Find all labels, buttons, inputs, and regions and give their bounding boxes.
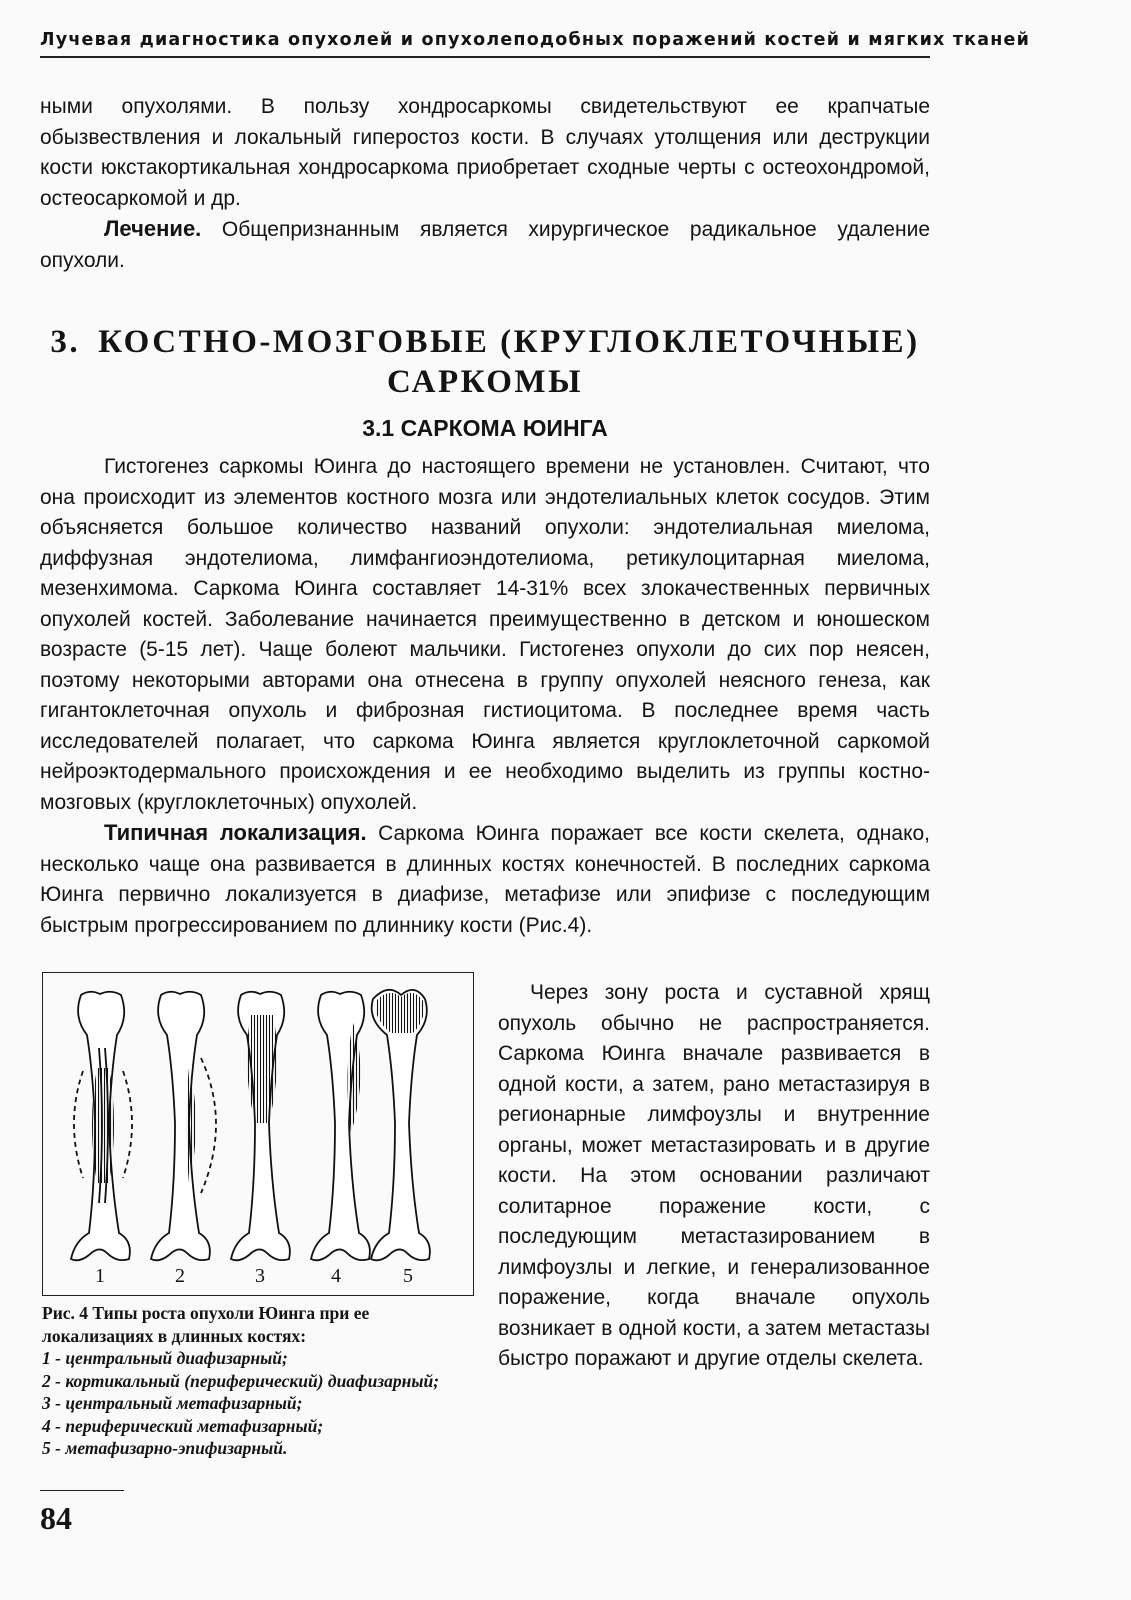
treatment-paragraph — [40, 214, 930, 276]
chapter-title: КОСТНО-МОЗГОВЫЕ (КРУГЛОКЛЕТОЧНЫЕ) САРКОМЫ — [98, 324, 920, 400]
page-number: 84 — [40, 1500, 72, 1536]
bone-number-2: 2 — [175, 1265, 185, 1287]
bone-number-5: 5 — [403, 1265, 413, 1287]
localization-paragraph — [40, 818, 930, 941]
bone-5 — [371, 990, 430, 1260]
bone-2 — [151, 992, 216, 1261]
figure-4 — [42, 972, 474, 1296]
header-rule — [40, 56, 930, 58]
caption-item: 3 - центральный метафизарный; — [42, 1393, 303, 1413]
figure-caption — [42, 1302, 482, 1460]
bone-3 — [231, 992, 290, 1261]
section-heading: 3.1 САРКОМА ЮИНГА — [362, 415, 608, 441]
histogenesis-paragraph: Гистогенез саркомы Юинга до настоящего времени не установлен. Считают, что она происходит из элементов костного мозга или эндотелиальных клеток сосудов. Этим объясняется большое количество названий опухоли: эндотелиальная миелома, диффузная эндотелиома, лимфангиоэндотелиома, ретикулоцитарная миелома, мезенхимома. Саркома Юинга составляет 14-31% всех злокачественных первичных опухолей костей. Заболевание начинается преимущественно в детском и юношеском возрасте (5-15 лет). Чаще болеют мальчики. Гистогенез опухоли до сих пор неясен, поэтому некоторыми авторами она отнесена в группу опухолей неясного генеза, как гигантоклеточная опухоль и фиброзная гистиоцитома. В последнее время часть исследователей полагает, что саркома Юинга является круглоклеточной саркомой нейроэктодермального происхождения и ее необходимо выделить из группы костно-мозговых (круглоклеточных) опухолей. — [40, 455, 930, 814]
localization-text: Саркома Юинга поражает все кости скелета, однако, несколько чаще она развивается в длинных костях конечностей. В последних саркома Юинга первично локализуется в диафизе, метафизе или эпифизе с последующим быстрым прогрессированием по длиннику кости (Рис.4). — [40, 822, 931, 937]
bone-4 — [311, 992, 370, 1261]
bone-1 — [71, 992, 132, 1261]
bone-number-3: 3 — [255, 1265, 265, 1287]
caption-item: 4 - периферический метафизарный; — [42, 1415, 324, 1436]
bone-illustrations — [43, 973, 473, 1295]
treatment-label: Лечение. — [104, 216, 202, 241]
caption-item: 5 - метафизарно-эпифизарный. — [42, 1438, 288, 1458]
footer-rule — [40, 1490, 124, 1491]
treatment-text: Общепризнанным является хирургическое радикальное удаление опухоли. — [40, 218, 930, 272]
side-paragraph: Через зону роста и суставной хрящ опухоль обычно не распространяется. Саркома Юинга вначале развивается в одной кости, а затем, рано метастазируя в регионарные лимфоузлы и внутренние органы, может метастазировать и в другие кости. На этом основании различают солитарное поражение кости, с последующим метастазированием в лимфоузлы и легкие, и генерализованное поражение, когда вначале опухоль возникает в одной кости, а затем метастазы быстро поражают и другие отделы скелета. — [498, 981, 930, 1370]
caption-item: 1 - центральный диафизарный; — [42, 1348, 288, 1368]
caption-item: 2 - кортикальный (периферический) диафизарный; — [42, 1370, 440, 1391]
running-header: Лучевая диагностика опухолей и опухолеподобных поражений костей и мягких тканей — [40, 30, 1031, 50]
caption-title: Рис. 4 Типы роста опухоли Юинга при ее локализациях в длинных костях: — [42, 1303, 370, 1346]
localization-label: Типичная локализация. — [104, 820, 367, 845]
bone-number-4: 4 — [331, 1265, 341, 1287]
chapter-heading — [40, 322, 930, 402]
chapter-number: 3. — [50, 324, 81, 360]
bone-number-1: 1 — [95, 1265, 105, 1287]
intro-paragraph: ными опухолями. В пользу хондросаркомы свидетельствуют ее крапчатые обызвествления и локальный гиперостоз кости. В случаях утолщения или деструкции кости юкстакортикальная хондросаркома приобретает сходные черты с остеохондромой, остеосаркомой и др. — [40, 95, 930, 210]
